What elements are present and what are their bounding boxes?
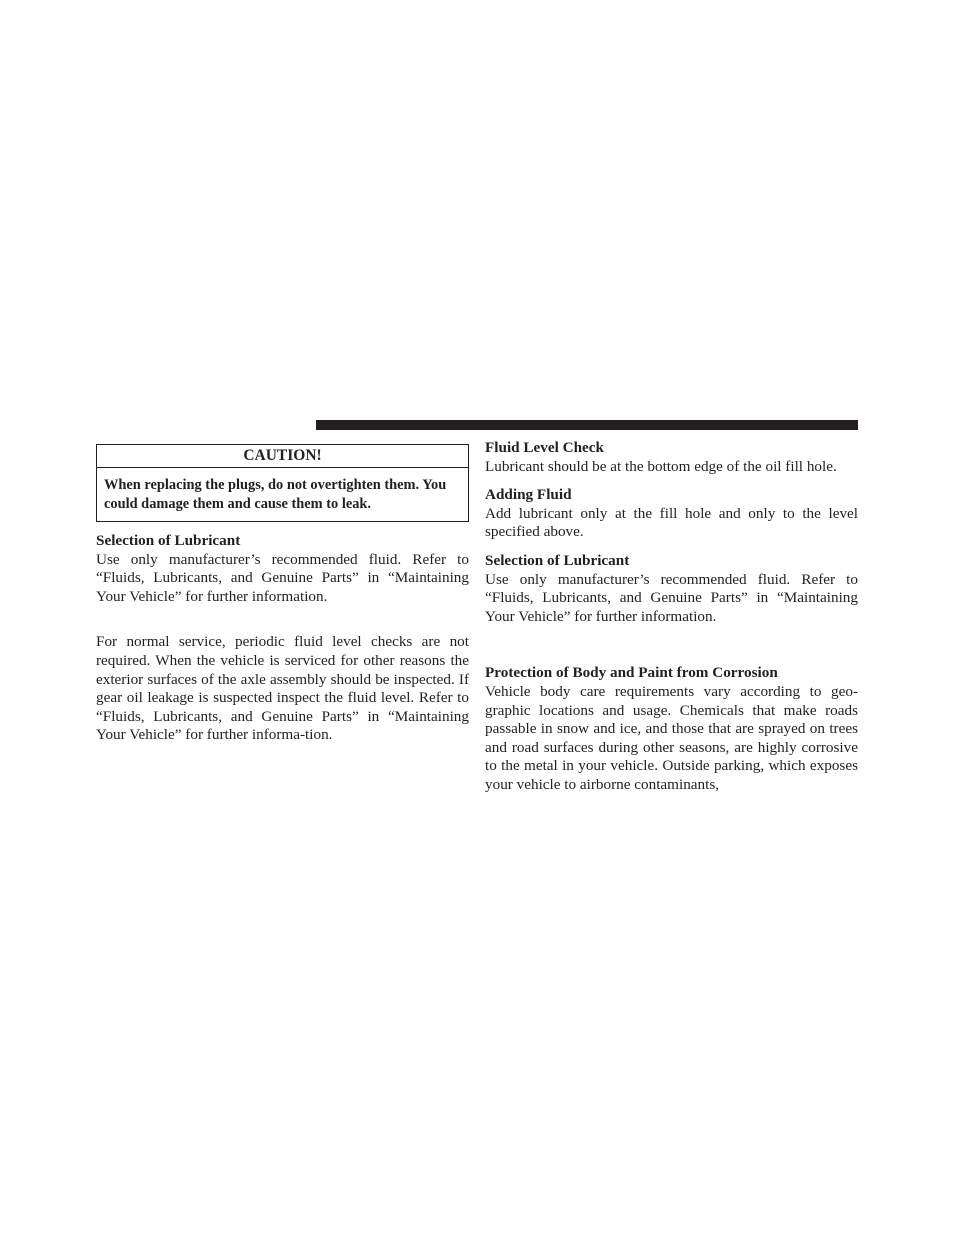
selection-of-lubricant-heading-right: Selection of Lubricant	[485, 551, 630, 569]
caution-box	[96, 444, 469, 522]
corrosion-protection-heading: Protection of Body and Paint from Corrosion	[485, 664, 778, 682]
caution-title: CAUTION!	[97, 445, 468, 468]
selection-of-lubricant-heading-left: Selection of Lubricant	[96, 532, 241, 549]
fluid-level-check-heading: Fluid Level Check	[485, 439, 604, 456]
adding-fluid-text: Add lubricant only at the fill hole and only to the level specified above.	[485, 504, 858, 541]
right-column	[485, 439, 858, 795]
section-header-bar	[316, 420, 858, 430]
selection-of-lubricant-text-right: Use only manufacturer’s recommended fluid. Refer to “Fluids, Lubricants, and Genuine Parts” in “Maintaining Your Vehicle” for further information.	[485, 570, 858, 625]
selection-of-lubricant-text-left: Use only manufacturer’s recommended fluid. Refer to “Fluids, Lubricants, and Genuine Parts” in “Maintaining Your Vehicle” for further information.	[96, 550, 469, 605]
fluid-service-paragraph: For normal service, periodic fluid level checks are not required. When the vehicle is serviced for other reasons the exterior surfaces of the axle assembly should be inspected. If gear oil leakage is suspected inspect the fluid level. Refer to “Fluids, Lubricants, and Genuine Parts” in “Maintaining Your Vehicle” for further informa-tion.	[96, 633, 469, 744]
fluid-level-check-text: Lubricant should be at the bottom edge of the oil fill hole.	[485, 457, 837, 475]
adding-fluid-heading: Adding Fluid	[485, 486, 572, 504]
left-column	[96, 439, 469, 745]
caution-text: When replacing the plugs, do not overtighten them. You could damage them and cause them to leak.	[104, 477, 447, 512]
corrosion-protection-text: Vehicle body care requirements vary according to geo-graphic locations and usage. Chemicals that make roads passable in snow and ice, and those that are sprayed on trees and road surfaces during other seasons, are highly corrosive to the metal in your vehicle. Outside parking, which exposes your vehicle to airborne contaminants,	[485, 682, 858, 793]
